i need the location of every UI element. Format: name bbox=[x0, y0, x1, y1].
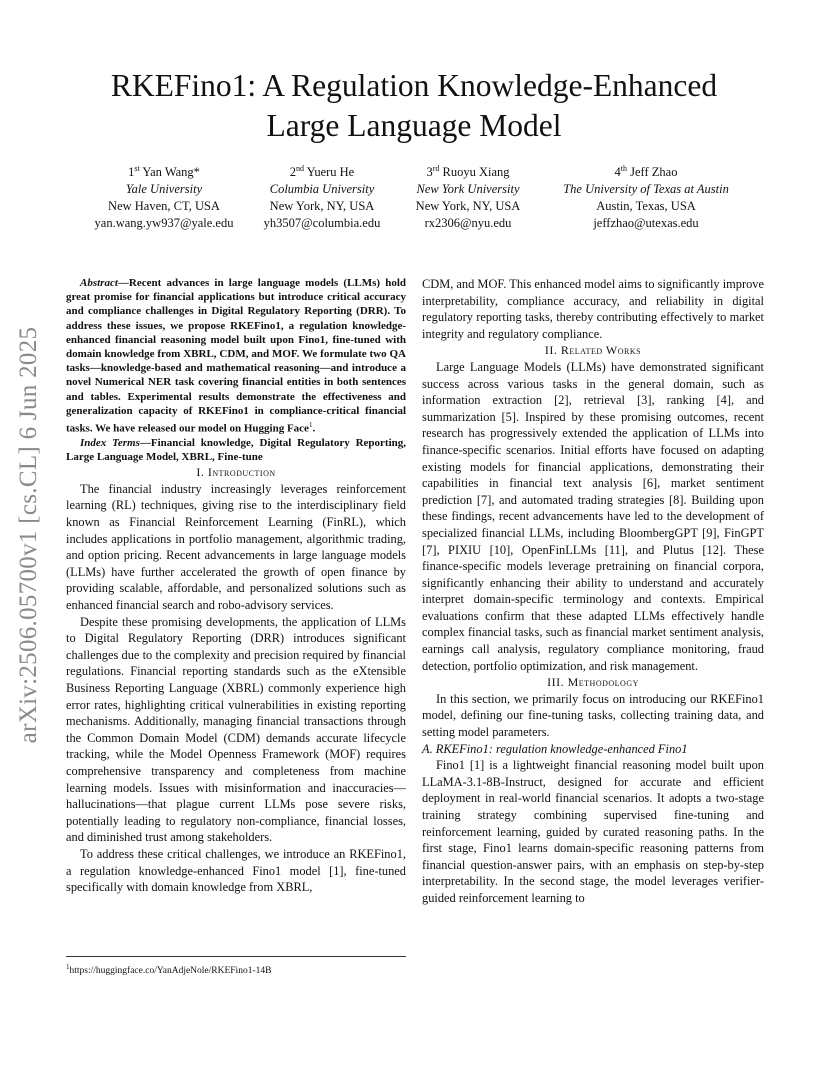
author-2-location: New York, NY, USA bbox=[269, 199, 375, 214]
right-column bbox=[422, 276, 764, 907]
author-1-location: New Haven, CT, USA bbox=[108, 199, 220, 214]
footnote-mark: 1 bbox=[66, 963, 70, 971]
author-1: 1st Yan Wang* Yale University New Haven, CT, USA yan.wang.yw937@yale.edu bbox=[94, 164, 234, 231]
author-block bbox=[84, 160, 754, 240]
title-line-2: Large Language Model bbox=[266, 108, 562, 143]
related-works-paragraph: Large Language Models (LLMs) have demonstrated significant success across various tasks in the general domain, such as information extraction [2], retrieval [3], ranking [4], and summarization [5]. Inspired by these promising outcomes, recent research has progressively extended the application of LLMs into finance-specific scenarios. Initial efforts have focused on adapting existing models for financial applications, demonstrating their capabilities in financial text analysis [6], market sentiment prediction [7], and automated trading strategies [8]. Building upon these findings, recent advancements have led to the development of specialized financial LLMs, including BloombergGPT [9], FinGPT [7], PIXIU [10], OpenFinLLMs [11], and Plutus [12]. These finance-specific models leverage pretraining on financial corpora, significantly enhancing their ability to understand and accurately interpret domain-specific terminology and contexts. Empirical evaluations confirm that these adapted LLMs effectively handle complex financial tasks, such as financial market sentiment analysis, earnings call analysis, regulatory compliance monitoring, fraud detection, portfolio optimization, and risk management. bbox=[422, 359, 764, 673]
intro-paragraph-3-continued: CDM, and MOF. This enhanced model aims to significantly improve interpretability, compliance accuracy, and reliability in digital regulatory reporting tasks, thereby contributing effectively to market integrity and regulatory compliance. bbox=[422, 277, 764, 341]
author-3: 3rd Ruoyu Xiang New York University New York, NY, USA rx2306@nyu.edu bbox=[415, 164, 521, 231]
author-4-affiliation: The University of Texas at Austin bbox=[563, 182, 729, 197]
author-1-email: yan.wang.yw937@yale.edu bbox=[94, 216, 234, 231]
intro-paragraph-3: To address these critical challenges, we introduce an RKEFino1, a regulation knowledge-enhanced Fino1 model [1], fine-tuned specifically with domain knowledge from XBRL, bbox=[66, 846, 406, 895]
author-4-location: Austin, Texas, USA bbox=[596, 199, 696, 214]
methodology-paragraph: In this section, we primarily focus on introducing our RKEFino1 model, defining our fine-tuning tasks, collecting training data, and setting model parameters. bbox=[422, 691, 764, 740]
index-terms: Index Terms—Financial knowledge, Digital Regulatory Reporting, Large Language Model, XBRL, Fine-tune bbox=[66, 436, 406, 464]
author-2-affiliation: Columbia University bbox=[269, 182, 375, 197]
fino1-paragraph: Fino1 [1] is a lightweight financial reasoning model built upon LLaMA-3.1-8B-Instruct, designed for accurate and efficient deployment in real-world financial scenarios. It adopts a two-stage training strategy combining supervised fine-tuning and reinforcement learning, guided by curated reasoning paths. In the first stage, Fino1 learns domain-specific reasoning patterns from financial question-answer pairs, with an emphasis on step-by-step interpretability. In the second stage, the model leverages verifier-guided reinforcement learning to bbox=[422, 758, 764, 905]
intro-paragraph-2: Despite these promising developments, the application of LLMs to Digital Regulatory Reporting (DRR) introduces significant challenges due to the complexity and precision required by financial regulations. Financial reporting standards such as the eXtensible Business Reporting Language (XBRL) commonly experience high error rates, highlighting critical vulnerabilities in existing reporting mechanisms. Additionally, managing financial transactions through the Common Domain Model (CDM) demands accurate lifecycle tracking, while the Model Openness Framework (MOF) requires comprehensive transparency and completeness from machine learning models. Issues with misinformation and inaccuracies—hallucinations—that plague current LLMs pose severe risks, potentially leading to regulatory non-compliance, financial losses, and diminished trust among stakeholders. bbox=[66, 614, 406, 845]
abstract: Abstract—Recent advances in large language models (LLMs) hold great promise for financial applications but introduce critical accuracy and compliance challenges in Digital Regulatory Reporting (DRR). To address these issues, we propose RKEFino1, a regulation knowledge-enhanced financial reasoning model built upon Fino1, fine-tuned with domain knowledge from XBRL, CDM, and MOF. We formulate two QA tasks—knowledge-based and mathematical reasoning—and introduce a novel Numerical NER task covering financial entities in both sentences and tables. Experimental results demonstrate the effectiveness and generalization capacity of RKEFino1 in compliance-critical financial tasks. We have released our model on Hugging Face$^1$. bbox=[66, 277, 406, 435]
arxiv-identifier: arXiv:2506.05700v1 [cs.CL] 6 Jun 2025 bbox=[15, 326, 42, 744]
subsection-3a-heading: A. RKEFino1: regulation knowledge-enhanced Fino1 bbox=[422, 741, 688, 756]
author-3-affiliation: New York University bbox=[416, 182, 520, 197]
section-3-heading: III. Methodology bbox=[547, 675, 639, 690]
left-column bbox=[66, 276, 406, 896]
footnote-link[interactable]: https://huggingface.co/YanAdjeNole/RKEFino1-14B bbox=[69, 966, 272, 977]
author-1-affiliation: Yale University bbox=[125, 182, 203, 197]
paper-title bbox=[60, 66, 768, 146]
author-2: 2nd Yueru He Columbia University New York, NY, USA yh3507@columbia.edu bbox=[263, 164, 381, 231]
author-3-email: rx2306@nyu.edu bbox=[424, 216, 512, 231]
author-4-email: jeffzhao@utexas.edu bbox=[593, 216, 699, 231]
author-3-location: New York, NY, USA bbox=[415, 199, 521, 214]
arxiv-stamp bbox=[10, 310, 48, 760]
section-2-heading: II. Related Works bbox=[544, 343, 642, 358]
author-2-email: yh3507@columbia.edu bbox=[263, 216, 381, 231]
footnote bbox=[66, 956, 406, 976]
author-4: 4th Jeff Zhao The University of Texas at Austin Austin, Texas, USA jeffzhao@utexas.edu bbox=[563, 164, 729, 231]
intro-paragraph-1: The financial industry increasingly leverages reinforcement learning (RL) techniques, giving rise to the interdisciplinary field known as Financial Reinforcement Learning (FinRL), which includes applications in portfolio management, algorithmic trading, and option pricing. Recent advancements in large language models (LLMs) have further accelerated the growth of open finance by providing scalable, affordable, and personalized solutions such as enhanced financial search and robo-advisory services. bbox=[66, 481, 406, 613]
title-line-1: RKEFino1: A Regulation Knowledge-Enhanced bbox=[110, 68, 718, 103]
section-1-heading: I. Introduction bbox=[196, 465, 276, 480]
